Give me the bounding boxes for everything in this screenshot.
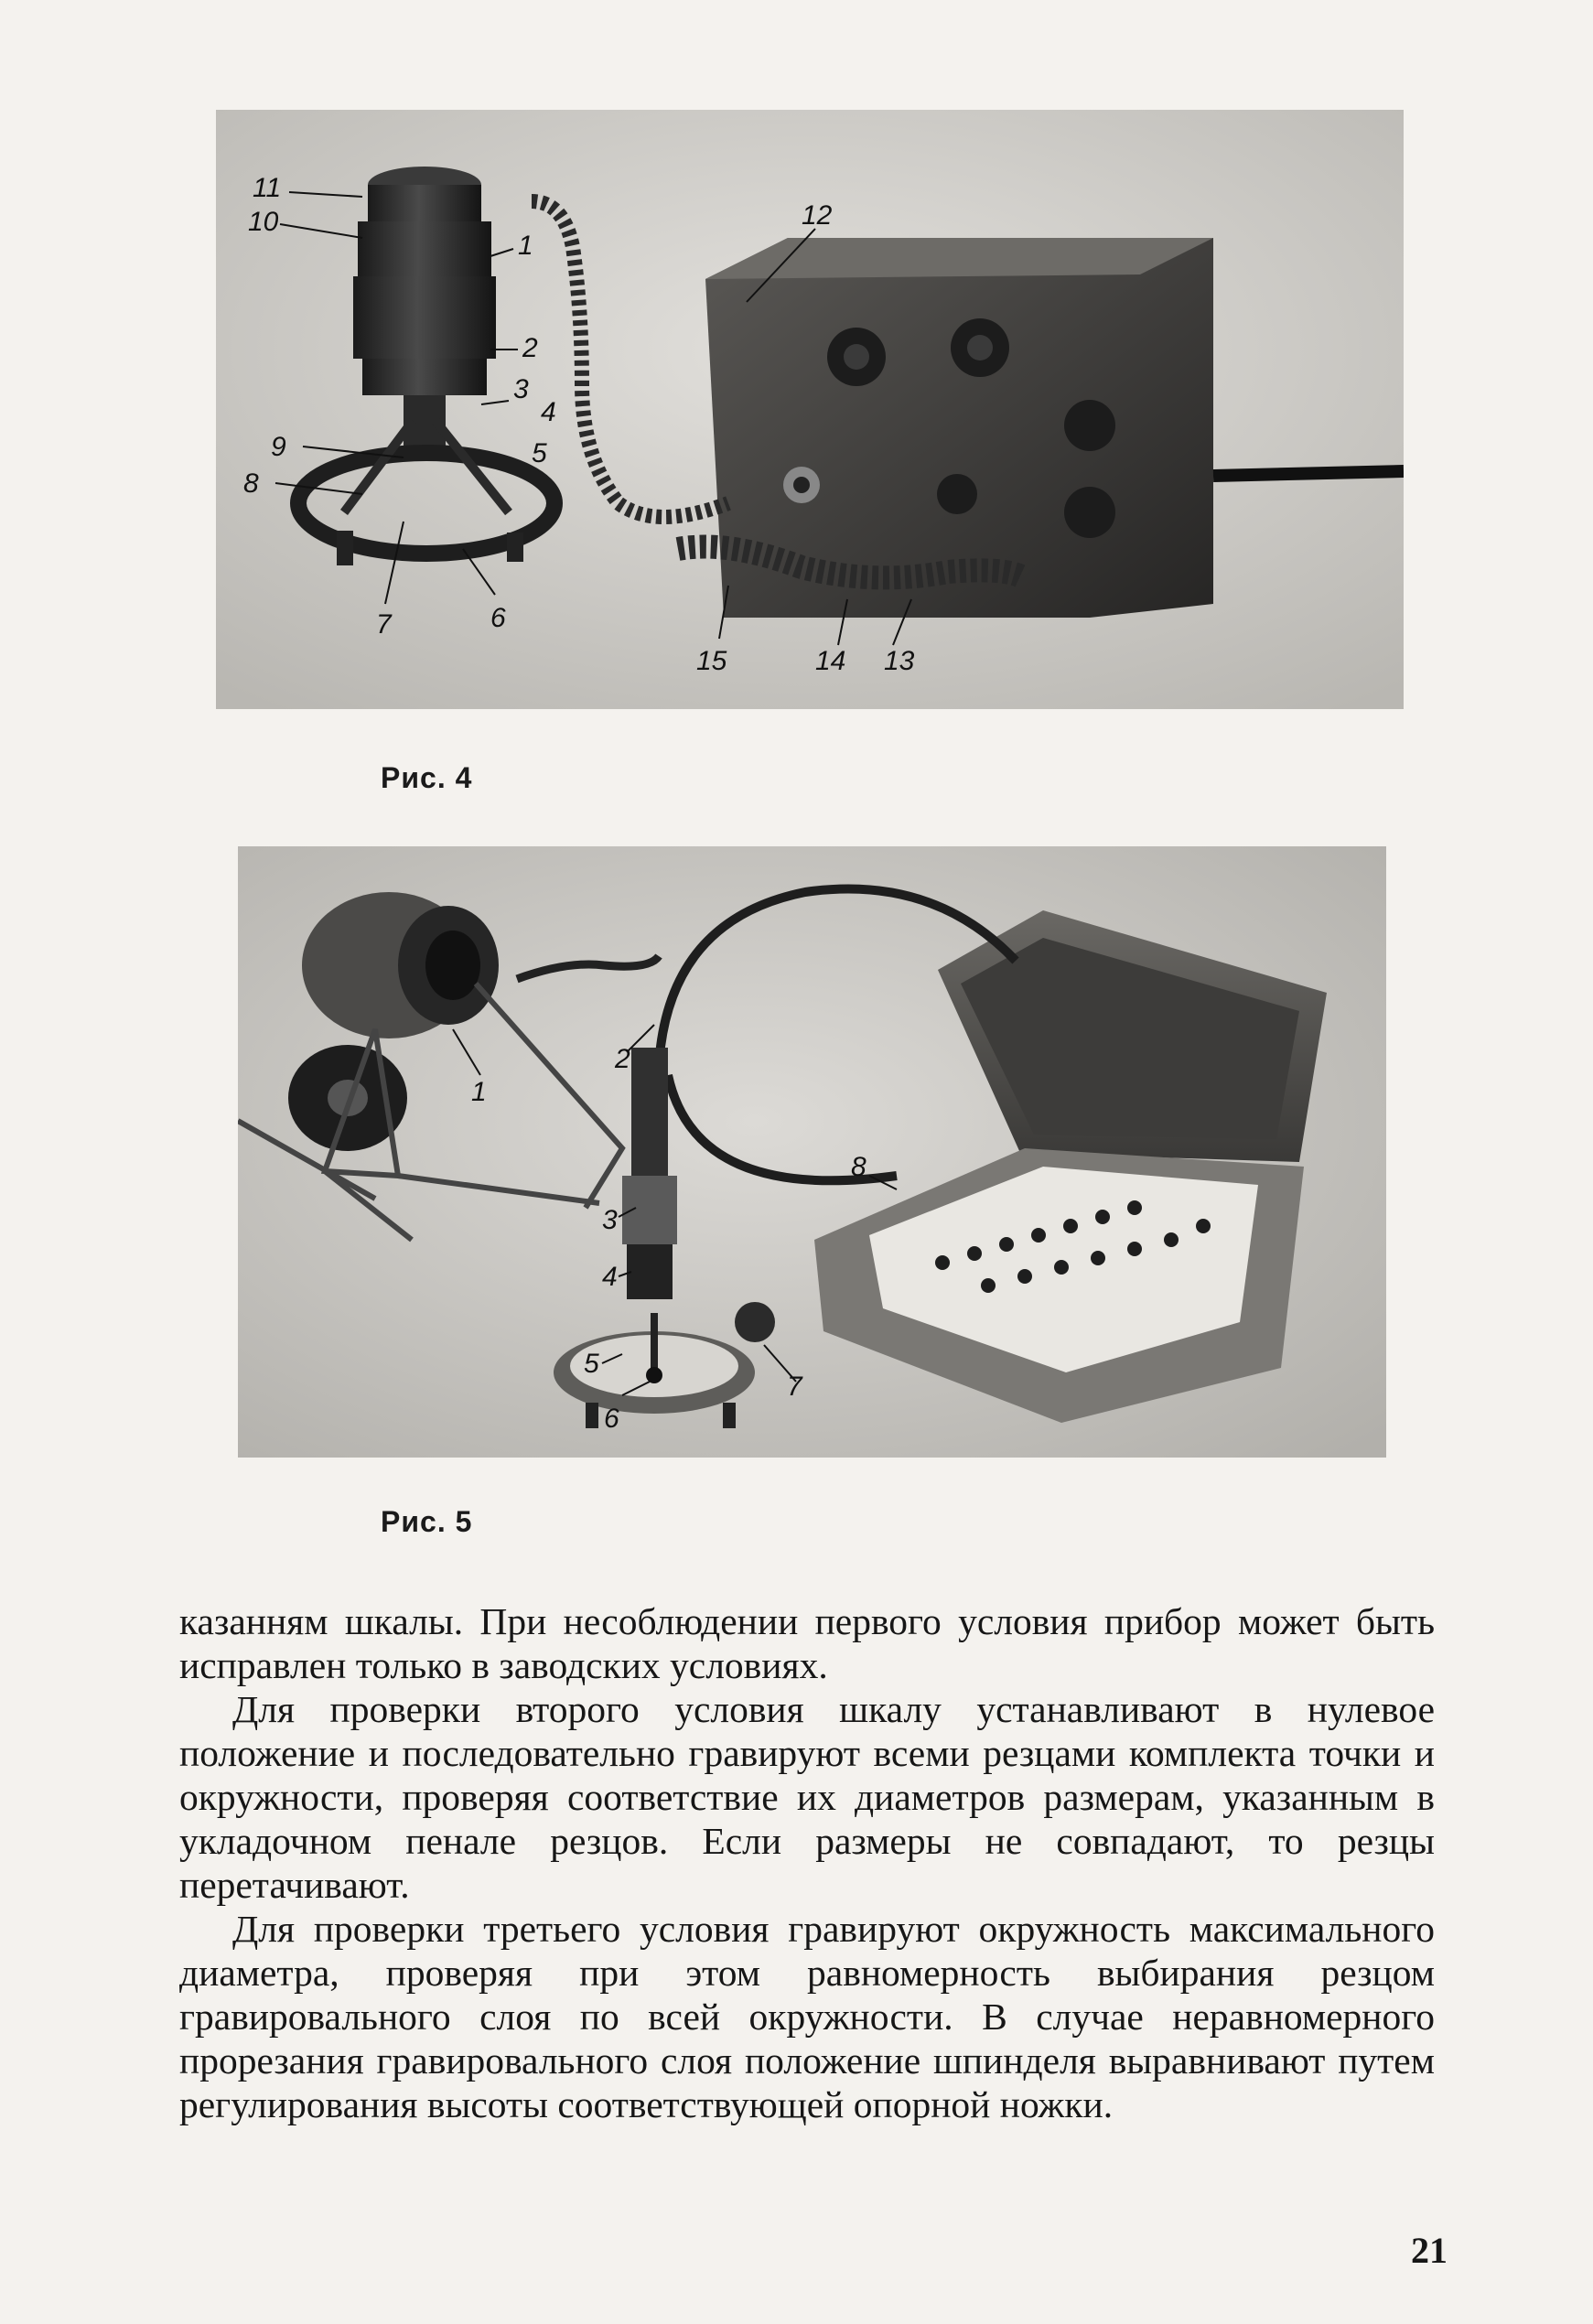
fig4-callout-4: 4 [541, 397, 556, 427]
figure-4-photo [216, 110, 1404, 709]
fig4-callout-3: 3 [513, 374, 529, 404]
fig5-callout-8: 8 [851, 1152, 866, 1182]
fig4-callout-7: 7 [376, 609, 392, 640]
fig4-callout-6: 6 [490, 603, 506, 633]
fig4-callout-8: 8 [243, 468, 259, 499]
paragraph-1: казанням шкалы. При несоблюдении первого условия прибор может быть исправлен только в заводских условиях. [179, 1600, 1435, 1686]
fig5-callout-6: 6 [604, 1404, 619, 1434]
fig4-callout-11: 11 [253, 173, 282, 203]
page-number: 21 [1411, 2230, 1448, 2271]
paragraph-2: Для проверки второго условия шкалу устанавливают в нулевое положение и последовательно гравируют всеми резцами комплекта точки и окружности, проверяя соответствие их диаметров размерам, указанным в укладочном пенале резцов. Если размеры не совпадают, то резцы перетачивают. [179, 1688, 1435, 1906]
fig4-callout-13: 13 [884, 646, 915, 676]
body-text [179, 1599, 1435, 2126]
fig5-callout-5: 5 [584, 1349, 599, 1379]
fig5-callout-1: 1 [471, 1077, 487, 1107]
fig4-callout-14: 14 [815, 646, 846, 676]
fig5-callout-7: 7 [787, 1372, 802, 1402]
fig5-callout-2: 2 [615, 1044, 630, 1074]
fig4-callout-9: 9 [271, 432, 286, 462]
fig5-callout-3: 3 [602, 1205, 618, 1235]
fig4-callout-15: 15 [696, 646, 727, 676]
paragraph-3: Для проверки третьего условия гравируют окружность максимального диаметра, проверяя при этом равномерность выбирания резцом гравировального слоя по всей окружности. В случае неравномерного прорезания гравировального слоя положение шпинделя выравнивают путем регулирования высоты соответствующей опорной ножки. [179, 1908, 1435, 2125]
figure-4-caption: Рис. 4 [381, 761, 473, 794]
fig4-callout-10: 10 [248, 207, 279, 237]
fig4-callout-2: 2 [522, 333, 538, 363]
fig5-callout-4: 4 [602, 1262, 618, 1292]
fig4-callout-12: 12 [802, 200, 833, 231]
fig4-callout-5: 5 [532, 438, 547, 468]
fig4-callout-1: 1 [518, 231, 533, 261]
figure-5-photo [238, 846, 1386, 1458]
figure-5-caption: Рис. 5 [381, 1505, 473, 1538]
